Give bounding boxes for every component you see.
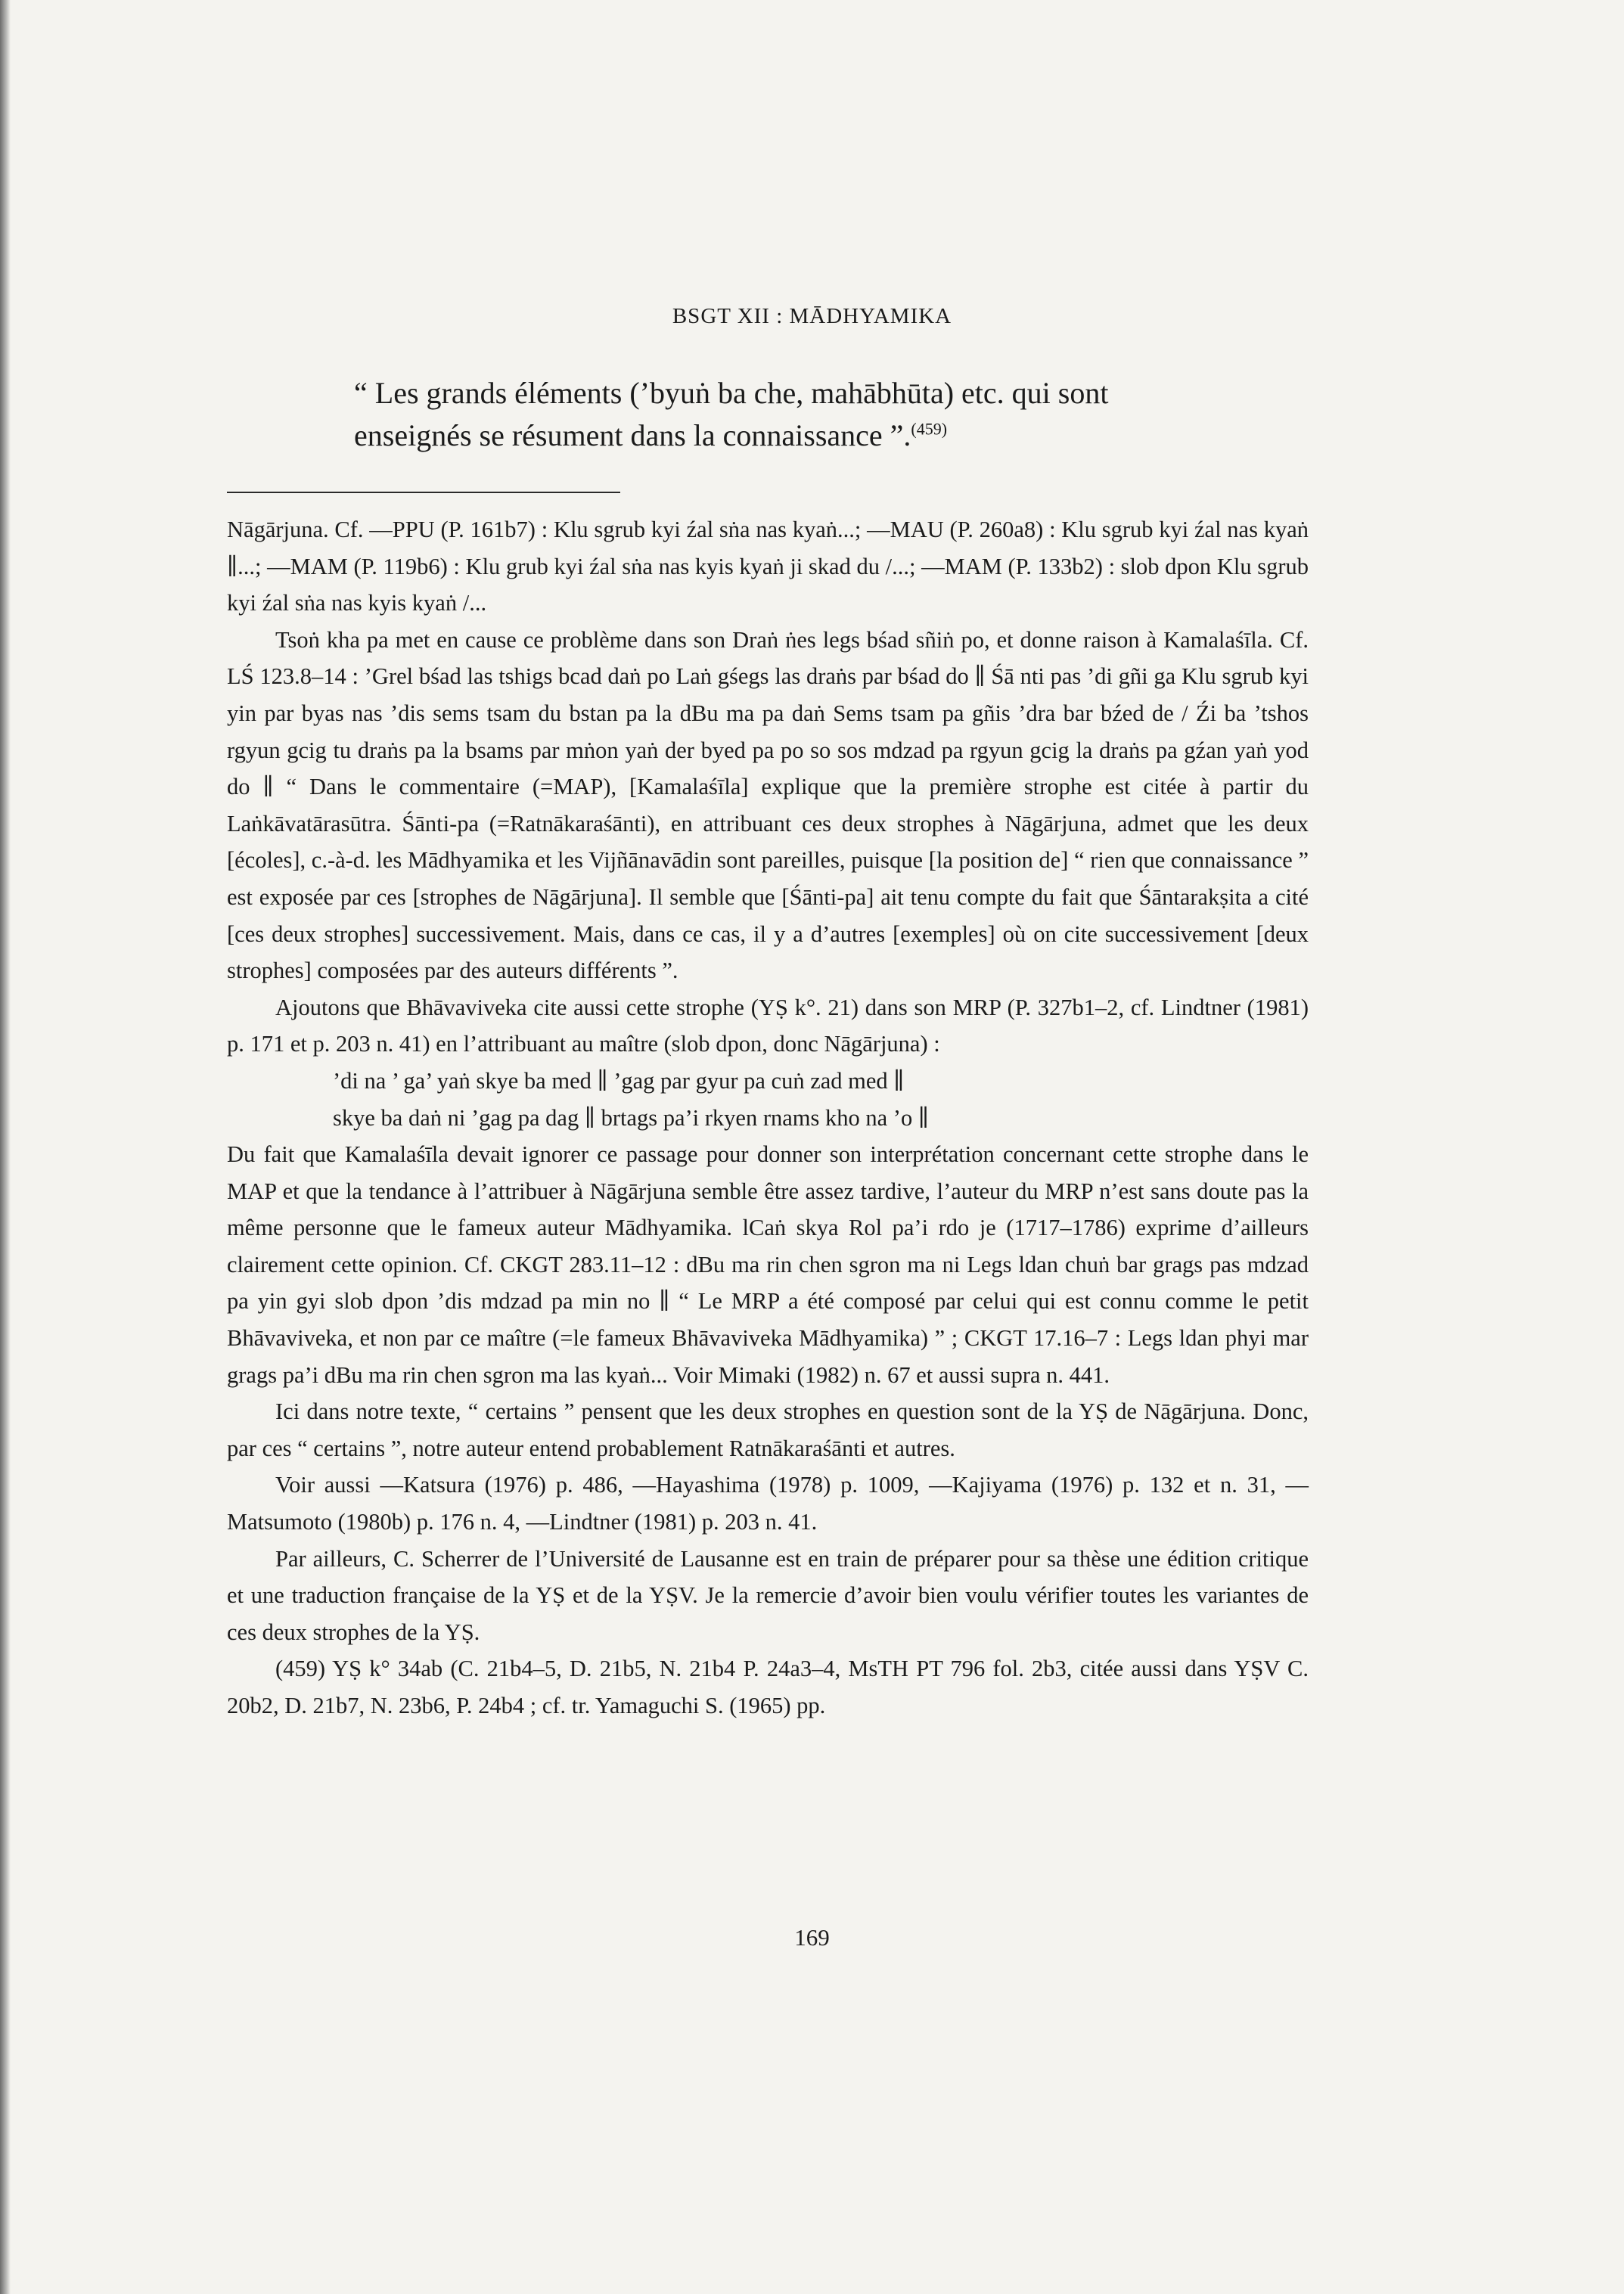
running-header: BSGT XII : MĀDHYAMIKA — [672, 304, 952, 328]
verse-line-2-wrap — [354, 414, 1307, 457]
verse-translation — [354, 372, 1307, 457]
footnote-paragraph: Par ailleurs, C. Scherrer de l’Université de Lausanne est en train de préparer pour sa thèse une édition critique et une traduction française de la YṢ et de la YṢV. Je la remercie d’avoir bien voulu vérifier toutes les variantes de ces deux strophes de la YṢ. — [227, 1545, 1309, 1645]
verse-line-2: enseignés se résument dans la connaissance ”. — [354, 418, 911, 452]
footnote-459: (459) YṢ k° 34ab (C. 21b4–5, D. 21b5, N. 21b4 P. 24a3–4, MsTH PT 796 fol. 2b3, citée aussi dans YṢV C. 20b2, D. 21b7, N. 23b6, P. 24b4 ; cf. tr. Yamaguchi S. (1965) pp. — [227, 1656, 1309, 1718]
footnote-separator — [227, 492, 620, 493]
footnote-paragraph: Tsoṅ kha pa met en cause ce problème dans son Draṅ ṅes legs bśad sñiṅ po, et donne raison à Kamalaśīla. Cf. LŚ 123.8–14 : ’Grel bśad las tshigs bcad daṅ po Laṅ gśegs las draṅs par bśad do ∥ Śā nti pas ’di gñi ga Klu sgrub kyi yin par byas nas ’dis sems tsam du bstan pa la dBu ma pa daṅ Sems tsam pa gñis ’dra bar bźed de / Źi ba ’tshos rgyun gcig tu draṅs pa la bsams par mṅon yaṅ der byed pa po so sos mdzad pa rgyun gcig la draṅs pa gźan yaṅ yod do ∥ “ Dans le commentaire (=MAP), [Kamalaśīla] explique que la première strophe est citée à partir du Laṅkāvatārasūtra. Śānti-pa (=Ratnākaraśānti), en attribuant ces deux strophes à Nāgārjuna, admet que les deux [écoles], c.-à-d. les Mādhyamika et les Vijñānavādin sont pareilles, puisque [la position de] “ rien que connaissance ” est exposée par ces [strophes de Nāgārjuna]. Il semble que [Śānti-pa] ait tenu compte du fait que Śāntarakṣita a cité [ces deux strophes] successivement. Mais, dans ce cas, il y a d’autres [exemples] où on cite successivement [deux strophes] composées par des auteurs différents ”. — [227, 626, 1309, 984]
tibetan-quote-line: skye ba daṅ ni ’gag pa dag ∥ brtags pa’i rkyen rnams kho na ’o ∥ — [333, 1104, 929, 1131]
footnote-paragraph: Du fait que Kamalaśīla devait ignorer ce passage pour donner son interprétation concernant cette strophe dans le MAP et que la tendance à l’attribuer à Nāgārjuna semble être assez tardive, l’auteur du MRP n’est sans doute pas la même personne que le fameux auteur Mādhyamika. lCaṅ skya Rol pa’i rdo je (1717–1786) exprime d’ailleurs clairement cette opinion. Cf. CKGT 283.11–12 : dBu ma rin chen sgron ma ni Legs ldan chuṅ bar grags pas mdzad pa yin gyi slob dpon ’dis mdzad pa min no ∥ “ Le MRP a été composé par celui qui est connu comme le petit Bhāvaviveka, et non par ce maître (=le fameux Bhāvaviveka Mādhyamika) ” ; CKGT 17.16–7 : Legs ldan phyi mar grags pa’i dBu ma rin chen sgron ma las kyaṅ... Voir Mimaki (1982) n. 67 et aussi supra n. 441. — [227, 1141, 1309, 1388]
verse-line-1: “ Les grands éléments (’byuṅ ba che, mahābhūta) etc. qui sont — [354, 376, 1109, 410]
footnote-ref-459[interactable]: (459) — [911, 419, 948, 439]
tibetan-quote-line: ’di na ’ ga’ yaṅ skye ba med ∥ ’gag par gyur pa cuṅ zad med ∥ — [333, 1067, 905, 1094]
page-number: 169 — [794, 1924, 830, 1951]
footnote-paragraph: Ajoutons que Bhāvaviveka cite aussi cette strophe (YṢ k°. 21) dans son MRP (P. 327b1–2, cf. Lindtner (1981) p. 171 et p. 203 n. 41) en l’attribuant au maître (slob dpon, donc Nāgārjuna) : — [227, 994, 1309, 1057]
footnotes — [227, 511, 1309, 1724]
footnote-paragraph: Voir aussi —Katsura (1976) p. 486, —Hayashima (1978) p. 1009, —Kajiyama (1976) p. 132 et n. 31, —Matsumoto (1980b) p. 176 n. 4, —Lindtner (1981) p. 203 n. 41. — [227, 1472, 1309, 1535]
footnote-paragraph: Ici dans notre texte, “ certains ” pensent que les deux strophes en question sont de la YṢ de Nāgārjuna. Donc, par ces “ certains ”, notre auteur entend probablement Ratnākaraśānti et autres. — [227, 1398, 1309, 1461]
footnote-paragraph: Nāgārjuna. Cf. —PPU (P. 161b7) : Klu sgrub kyi źal sṅa nas kyaṅ...; —MAU (P. 260a8) : Klu sgrub kyi źal nas kyaṅ ∥...; —MAM (P. 119b6) : Klu grub kyi źal sṅa nas kyis kyaṅ ji skad du /...; —MAM (P. 133b2) : slob dpon Klu sgrub kyi źal sṅa nas kyis kyaṅ /... — [227, 517, 1309, 616]
